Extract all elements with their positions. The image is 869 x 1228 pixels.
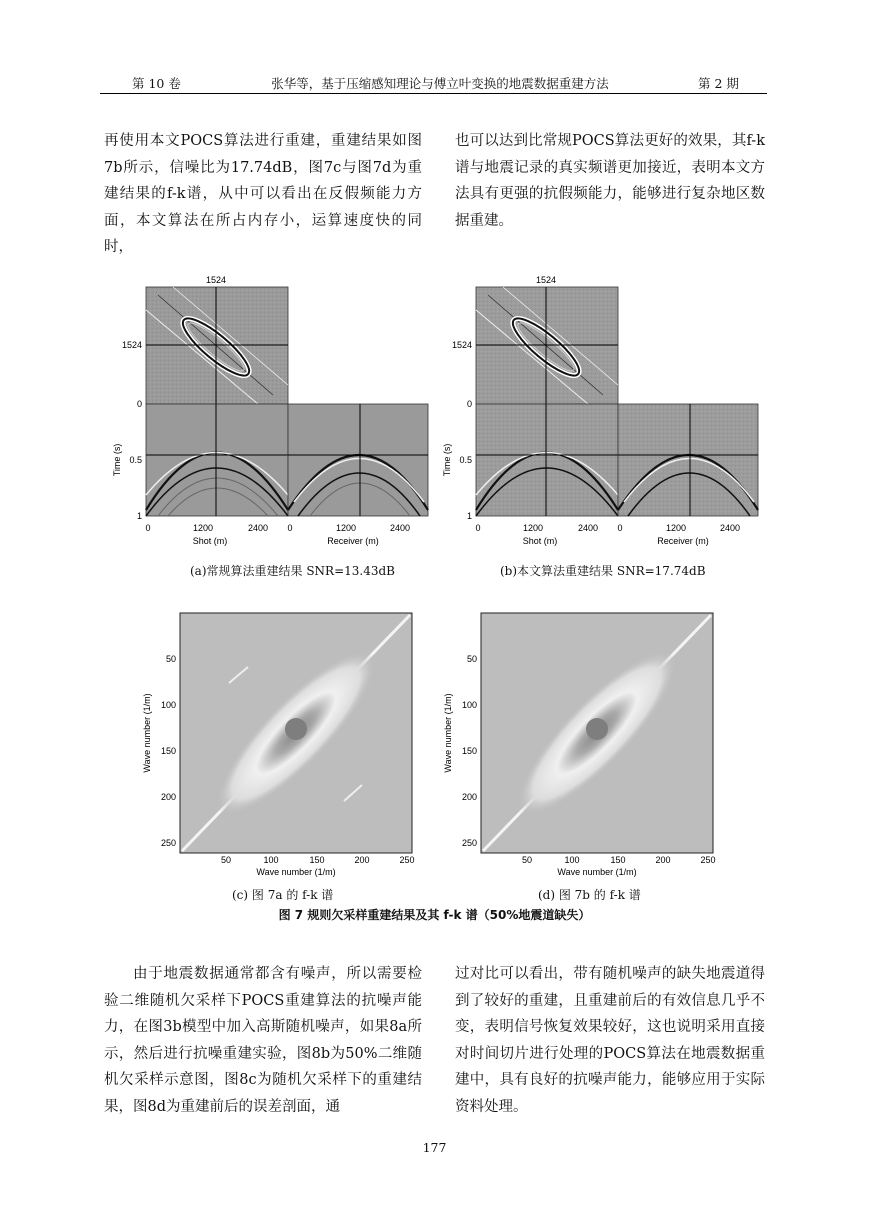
receiver-tick: 0 (287, 523, 293, 533)
body-top-left: 再使用本文POCS算法进行重建，重建结果如图7b所示，信噪比为17.74dB，图7c与图7d为重建结果的f-k谱，从中可以看出在反假频能力方面，本文算法在所占内存小，运算速度快的同时， (104, 133, 422, 255)
top-label: 1524 (205, 275, 227, 285)
x-tick: 100 (263, 855, 279, 865)
x-tick: 50 (521, 855, 533, 865)
x-tick: 250 (700, 855, 716, 865)
header-volume: 第 10 卷 (132, 76, 181, 91)
y-tick: 0.5 (129, 455, 142, 465)
page-number: 177 (422, 1140, 447, 1155)
x-axis-label: Wave number (1/m) (256, 867, 336, 877)
y-tick: 50 (466, 654, 477, 664)
x-tick: 100 (564, 855, 580, 865)
receiver-tick: 2400 (719, 523, 741, 533)
y-tick: 0.5 (459, 455, 472, 465)
y-tick: 1 (136, 511, 142, 521)
x-tick: 200 (655, 855, 671, 865)
y-axis-label: Time (s) (442, 443, 452, 477)
x-tick: 50 (220, 855, 232, 865)
x-tick: 150 (610, 855, 626, 865)
y-tick: 250 (461, 838, 477, 848)
x-axis-label: Wave number (1/m) (557, 867, 637, 877)
shot-tick: 1200 (522, 523, 544, 533)
header-rule (100, 93, 767, 94)
caption-d: (d) 图 7b 的 f-k 谱 (538, 888, 641, 902)
caption-b: (b)本文算法重建结果 SNR=17.74dB (500, 564, 706, 578)
figure-title: 图 7 规则欠采样重建结果及其 f-k 谱（50%地震道缺失） (278, 908, 591, 922)
figure-panel-d (431, 605, 731, 880)
y-tick: 1 (466, 511, 472, 521)
y-tick: 50 (165, 654, 176, 664)
header-issue: 第 2 期 (698, 76, 739, 91)
shot-gather-face (476, 404, 618, 516)
receiver-tick: 1200 (335, 523, 357, 533)
x-tick: 200 (354, 855, 370, 865)
body-bottom-left: 由于地震数据通常都含有噪声，所以需要检验二维随机欠采样下POCS重建算法的抗噪声能力，在图3b模型中加入高斯随机噪声，如果8a所示，然后进行抗噪重建实验，图8b为50%二维随机欠采样示意图，图8c为随机欠采样下的重建结果，图8d为重建前后的误差剖面，通 (104, 966, 422, 1115)
y-tick: 100 (461, 700, 477, 710)
figure-panel-c (130, 605, 430, 880)
shot-tick: 0 (475, 523, 481, 533)
header-title: 张华等，基于压缩感知理论与傅立叶变换的地震数据重建方法 (271, 76, 609, 91)
shot-tick: 2400 (577, 523, 599, 533)
top-label: 1524 (535, 275, 557, 285)
y-tick: 100 (160, 700, 176, 710)
shot-tick: 2400 (247, 523, 269, 533)
y-axis-label: Time (s) (112, 443, 122, 477)
y-axis-label: Wave number (1/m) (443, 693, 453, 773)
receiver-tick: 2400 (389, 523, 411, 533)
left-label: 1524 (451, 340, 472, 350)
caption-a: (a)常规算法重建结果 SNR=13.43dB (190, 564, 395, 578)
body-top-right: 也可以达到比常规POCS算法更好的效果，其f-k谱与地震记录的真实频谱更加接近，表明本文方法具有更强的抗假频能力，能够进行复杂地区数据重建。 (455, 133, 765, 229)
y-tick: 0 (136, 399, 142, 409)
receiver-tick: 0 (617, 523, 623, 533)
caption-c: (c) 图 7a 的 f-k 谱 (232, 888, 334, 902)
shot-tick: 1200 (192, 523, 214, 533)
y-tick: 200 (160, 792, 176, 802)
x-axis-label-receiver: Receiver (m) (327, 536, 379, 546)
y-tick: 200 (461, 792, 477, 802)
shot-gather-face (146, 404, 288, 516)
shot-tick: 0 (145, 523, 151, 533)
y-tick: 0 (466, 399, 472, 409)
x-tick: 150 (309, 855, 325, 865)
y-tick: 250 (160, 838, 176, 848)
y-axis-label: Wave number (1/m) (142, 693, 152, 773)
x-axis-label-receiver: Receiver (m) (657, 536, 709, 546)
figure-panel-b (428, 270, 768, 560)
x-tick: 250 (399, 855, 415, 865)
receiver-tick: 1200 (665, 523, 687, 533)
y-tick: 150 (160, 746, 176, 756)
y-tick: 150 (461, 746, 477, 756)
figure-panel-a (98, 270, 438, 560)
body-bottom-right: 过对比可以看出，带有随机噪声的缺失地震道得到了较好的重建，且重建前后的有效信息几乎不变，表明信号恢复效果较好，这也说明采用直接对时间切片进行处理的POCS算法在地震数据重建中，具有良好的抗噪声能力，能够应用于实际资料处理。 (455, 966, 765, 1115)
x-axis-label-shot: Shot (m) (522, 536, 558, 546)
x-axis-label-shot: Shot (m) (192, 536, 228, 546)
left-label: 1524 (121, 340, 142, 350)
